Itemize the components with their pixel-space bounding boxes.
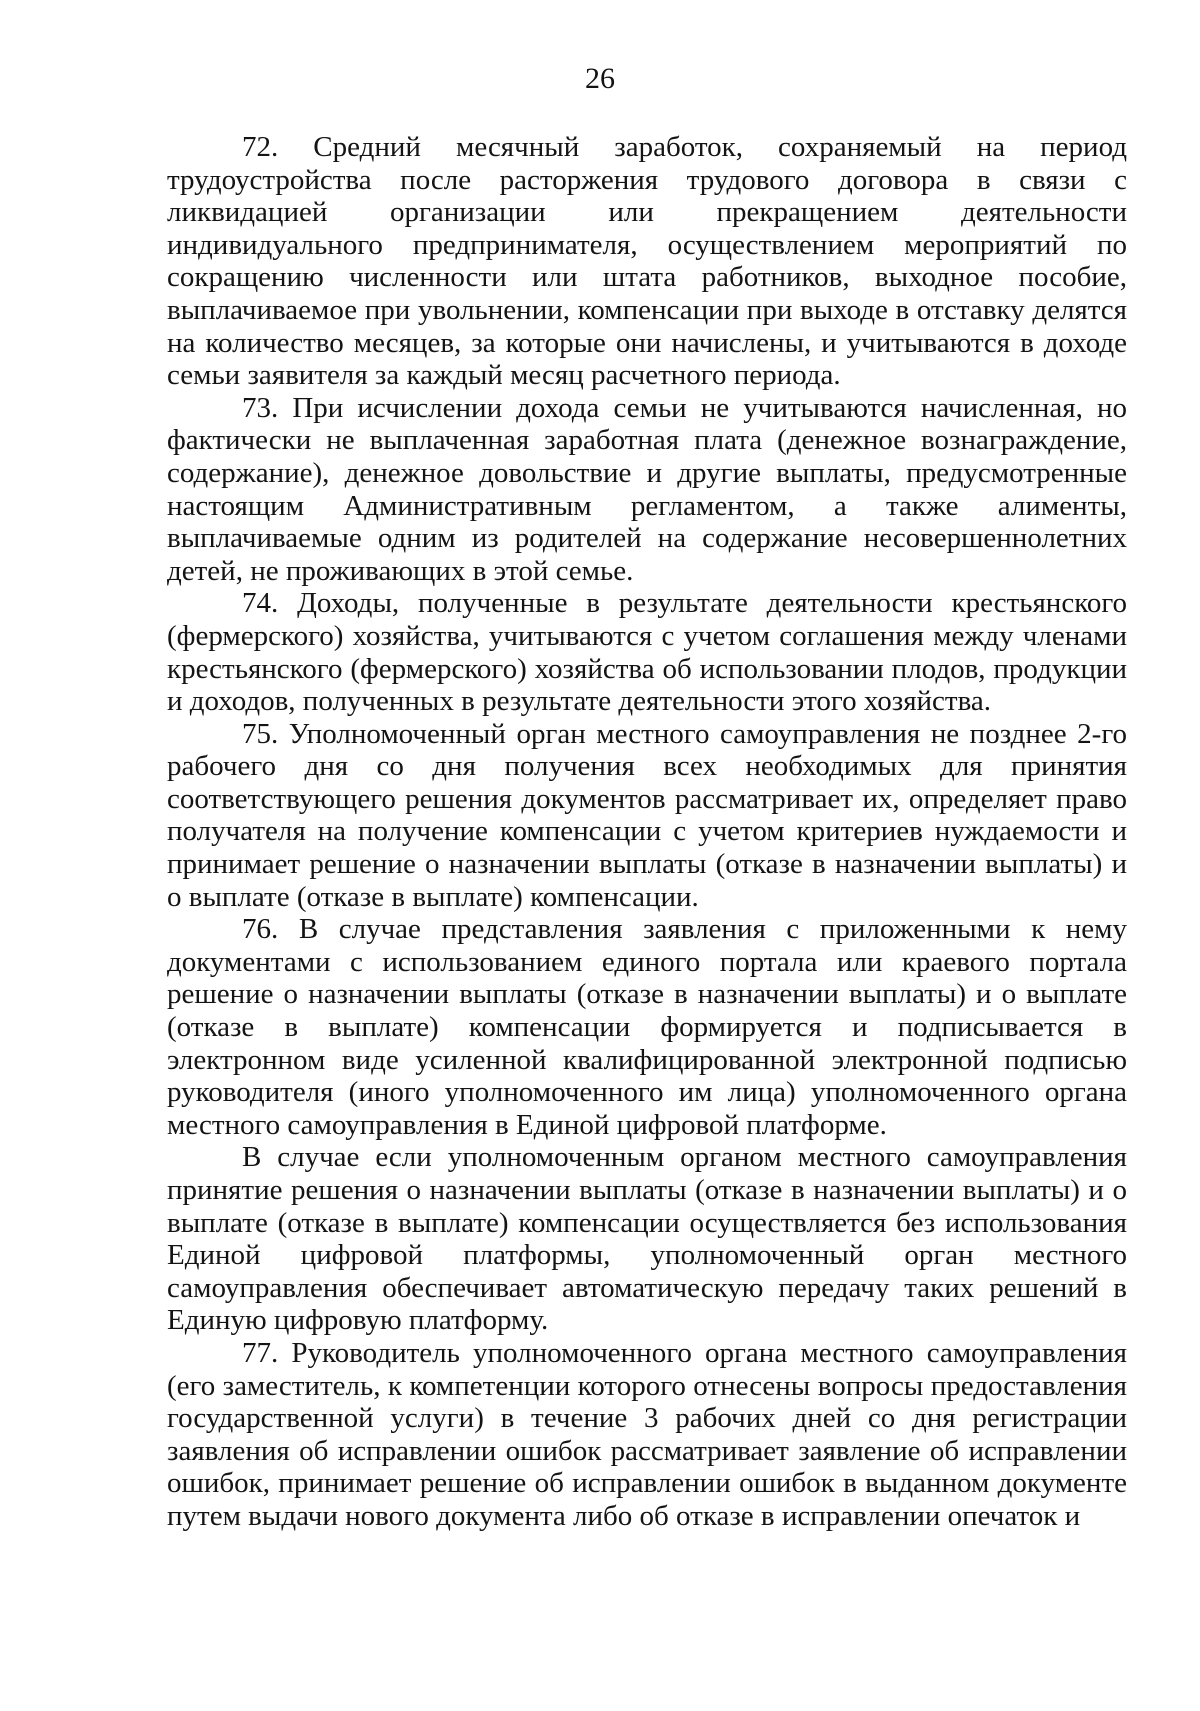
paragraph-75: 75. Уполномоченный орган местного самоуправления не позднее 2-го рабочего дня со дня получения всех необходимых для принятия соответствующего решения документов рассматривает их, определяет право получателя на получение компенсации с учетом критериев нуждаемости и принимает решение о назначении выплаты (отказе в назначении выплаты) и о выплате (отказе в выплате) компенсации.: [167, 717, 1127, 913]
page-number: 26: [585, 62, 615, 95]
paragraph-76-continuation: В случае если уполномоченным органом местного самоуправления принятие решения о назначении выплаты (отказе в назначении выплаты) и о выплате (отказе в выплате) компенсации осуществляется без использования Единой цифровой платформы, уполномоченный орган местного самоуправления обеспечивает автоматическую передачу таких решений в Единую цифровую платформу.: [167, 1141, 1127, 1337]
paragraph-77: 77. Руководитель уполномоченного органа местного самоуправления (его заместитель, к компетенции которого отнесены вопросы предоставления государственной услуги) в течение 3 рабочих дней со дня регистрации заявления об исправлении ошибок рассматривает заявление об исправлении ошибок, принимает решение об исправлении ошибок в выданном документе путем выдачи нового документа либо об отказе в исправлении опечаток и: [167, 1336, 1127, 1532]
paragraph-72: 72. Средний месячный заработок, сохраняемый на период трудоустройства после расторжения трудового договора в связи с ликвидацией организации или прекращением деятельности индивидуального предпринимателя, осуществлением мероприятий по сокращению численности или штата работников, выходное пособие, выплачиваемое при увольнении, компенсации при выходе в отставку делятся на количество месяцев, за которые они начислены, и учитываются в доходе семьи заявителя за каждый месяц расчетного периода.: [167, 131, 1127, 392]
paragraph-73: 73. При исчислении дохода семьи не учитываются начисленная, но фактически не выплаченная заработная плата (денежное вознаграждение, содержание), денежное довольствие и другие выплаты, предусмотренные настоящим Административным регламентом, а также алименты, выплачиваемые одним из родителей на содержание несовершеннолетних детей, не проживающих в этой семье.: [167, 391, 1127, 587]
paragraph-76: 76. В случае представления заявления с приложенными к нему документами с использованием единого портала или краевого портала решение о назначении выплаты (отказе в назначении выплаты) и о выплате (отказе в выплате) компенсации формируется и подписывается в электронном виде усиленной квалифицированной электронной подписью руководителя (иного уполномоченного им лица) уполномоченного органа местного самоуправления в Единой цифровой платформе.: [167, 913, 1127, 1141]
document-body: [167, 131, 1127, 1533]
paragraph-74: 74. Доходы, полученные в результате деятельности крестьянского (фермерского) хозяйства, учитываются с учетом соглашения между членами крестьянского (фермерского) хозяйства об использовании плодов, продукции и доходов, полученных в результате деятельности этого хозяйства.: [167, 587, 1127, 718]
